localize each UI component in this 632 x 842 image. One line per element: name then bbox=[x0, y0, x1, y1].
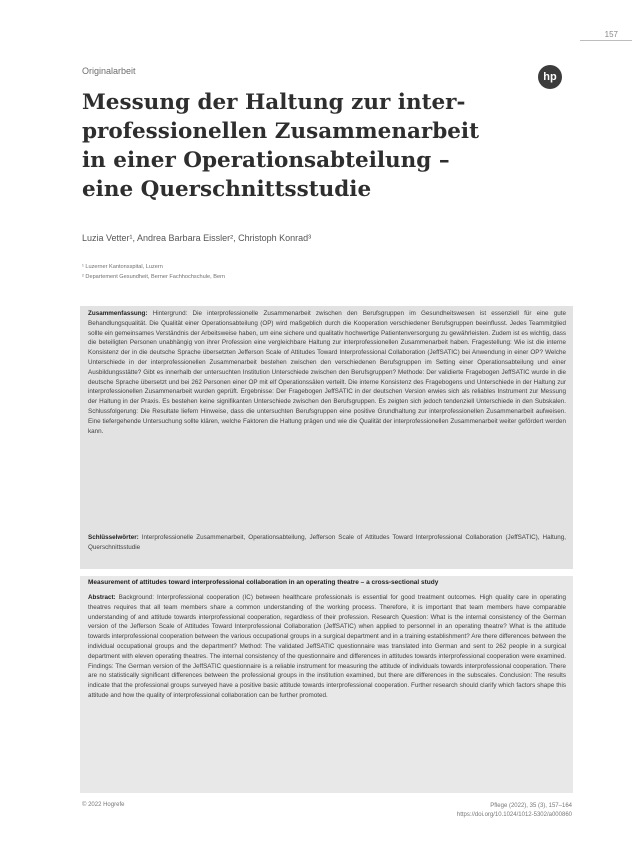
abstract-en-text: Background: Interprofessional cooperation (IC) between healthcare professionals is essential for good treatment outcomes. High quality care in operating theatres requires that all team members share a common understanding of the working process. Therefore, it is important that team members have comparable understanding of and attitude towards interprofessional cooperation, regardless of their profession. Research Question: What is the internal consistency of the German version of the Jefferson Scale of Attitudes Toward Interprofessional Collaboration (JeffSATIC) when applied to personnel in an operating theatre? What is the attitude towards interprofessional cooperation between the various occupational groups in a surgical department and in a training establishment? Are there differences between the individual occupational groups and the department? Method: The validated JeffSATIC questionnaire was translated into German and sent to 262 people in a surgical department with eleven operating theatres. The internal consistency of the questionnaire and differences in attitudes towards interprofessional cooperation were examined. Findings: The German version of the JeffSATIC questionnaire is a reliable instrument for measuring the attitude of individuals towards interprofessional cooperation. There are no statistically significant differences between the professional groups in the institution examined, but there are differences in the subscales. Conclusion: The results indicate that the professional groups surveyed have a positive basic attitude towards interprofessional cooperation. Further research should clarify which factors shape this attitude and how the quality of interprofessional collaboration can be further promoted. bbox=[88, 594, 566, 699]
article-type: Originalarbeit bbox=[82, 66, 136, 76]
header-rule bbox=[580, 40, 632, 41]
author-list: Luzia Vetter¹, Andrea Barbara Eissler², Christoph Konrad³ bbox=[82, 233, 312, 243]
abstract-de bbox=[88, 309, 566, 529]
abstract-de-label: Zusammenfassung: bbox=[88, 310, 148, 317]
citation bbox=[400, 802, 572, 820]
doi-link[interactable]: https://doi.org/10.1024/1012-5302/a000860 bbox=[456, 812, 572, 818]
title-line: Messung der Haltung zur inter- bbox=[82, 90, 466, 115]
article-title bbox=[82, 88, 522, 204]
publisher-logo: hp bbox=[538, 65, 562, 89]
abstract-en bbox=[88, 593, 566, 789]
page-number: 157 bbox=[604, 30, 618, 39]
affiliations bbox=[82, 262, 225, 282]
affiliation: ¹ Luzerner Kantonsspital, Luzern bbox=[82, 264, 163, 270]
keywords-de-label: Schlüsselwörter: bbox=[88, 534, 139, 541]
title-line: in einer Operationsabteilung – bbox=[82, 148, 450, 173]
title-line: eine Querschnittsstudie bbox=[82, 177, 372, 202]
abstract-de-text: Hintergrund: Die interprofessionelle Zusammenarbeit zwischen den Berufsgruppen im Gesundheitswesen ist essenziell für eine gute Behandlungsqualität. Die Qualität einer Operationsabteilung (OP) wird maßgeblich durch die Kooperation verschiedener Berufsgruppen beeinflusst. Jedes Teammitglied sollte ein gemeinsames Verständnis der Arbeitsweise haben, um eine sichere und qualitativ hochwertige Patientenversorgung zu gewährleisten. Zudem ist es wichtig, dass die beteiligten Personen unabhängig von ihrer Profession eine vergleichbare Haltung zur interprofessionellen Zusammenarbeit haben. Fragestellung: Wie ist die interne Konsistenz der in die deutsche Sprache übersetzten Jefferson Scale of Attitudes Toward Interprofessional Collaboration (JeffSATIC) bei Anwendung in einer OP? Welche Unterschiede in der interprofessionellen Zusammenarbeit bestehen zwischen den verschiedenen Berufsgruppen im Setting einer Operationsabteilung und einer Ausbildungsstätte? Gibt es innerhalb der untersuchten Institution Unterschiede zwischen den Berufsgruppen? Methode: Der validierte Fragebogen JeffSATIC wurde in die deutsche Sprache übersetzt und bei 262 Personen einer OP mit elf Operationssälen verteilt. Die interne Konsistenz des Fragebogens und Unterschiede in der Haltung zur interprofessionellen Zusammenarbeit wurden geprüft. Ergebnisse: Der Fragebogen JeffSATIC in der deutschen Version erwies sich als reliables Instrument zur Messung der Haltung in der Praxis. Es bestehen keine signifikanten Unterschiede zwischen den Berufsgruppen. Es zeigten sich jedoch tendenziell Unterschiede in den Subskalen. Schlussfolgerung: Die Resultate liefern Hinweise, dass die untersuchten Berufsgruppen eine positive Grundhaltung zur interprofessionellen Zusammenarbeit aufweisen. Eine tiefergehende Untersuchung sollte klären, welche Faktoren die Haltung prägen und wie die Qualität der interprofessionellen Zusammenarbeit weiter gefördert werden kann. bbox=[88, 310, 566, 435]
abstract-en-label: Abstract: bbox=[88, 594, 116, 601]
copyright: © 2022 Hogrefe bbox=[82, 802, 125, 808]
keywords-de-text: Interprofessionelle Zusammenarbeit, Operationsabteilung, Jefferson Scale of Attitudes Toward Interprofessional Collaboration (JeffSATIC), Haltung, Querschnittsstudie bbox=[88, 534, 566, 551]
journal-citation: Pflege (2022), 35 (3), 157–164 bbox=[490, 803, 572, 809]
title-line: professionellen Zusammenarbeit bbox=[82, 119, 480, 144]
english-title: Measurement of attitudes toward interprofessional collaboration in an operating theatre – a cross-sectional study bbox=[88, 579, 439, 586]
keywords-de bbox=[88, 533, 566, 563]
affiliation: ² Departement Gesundheit, Berner Fachhochschule, Bern bbox=[82, 274, 226, 280]
